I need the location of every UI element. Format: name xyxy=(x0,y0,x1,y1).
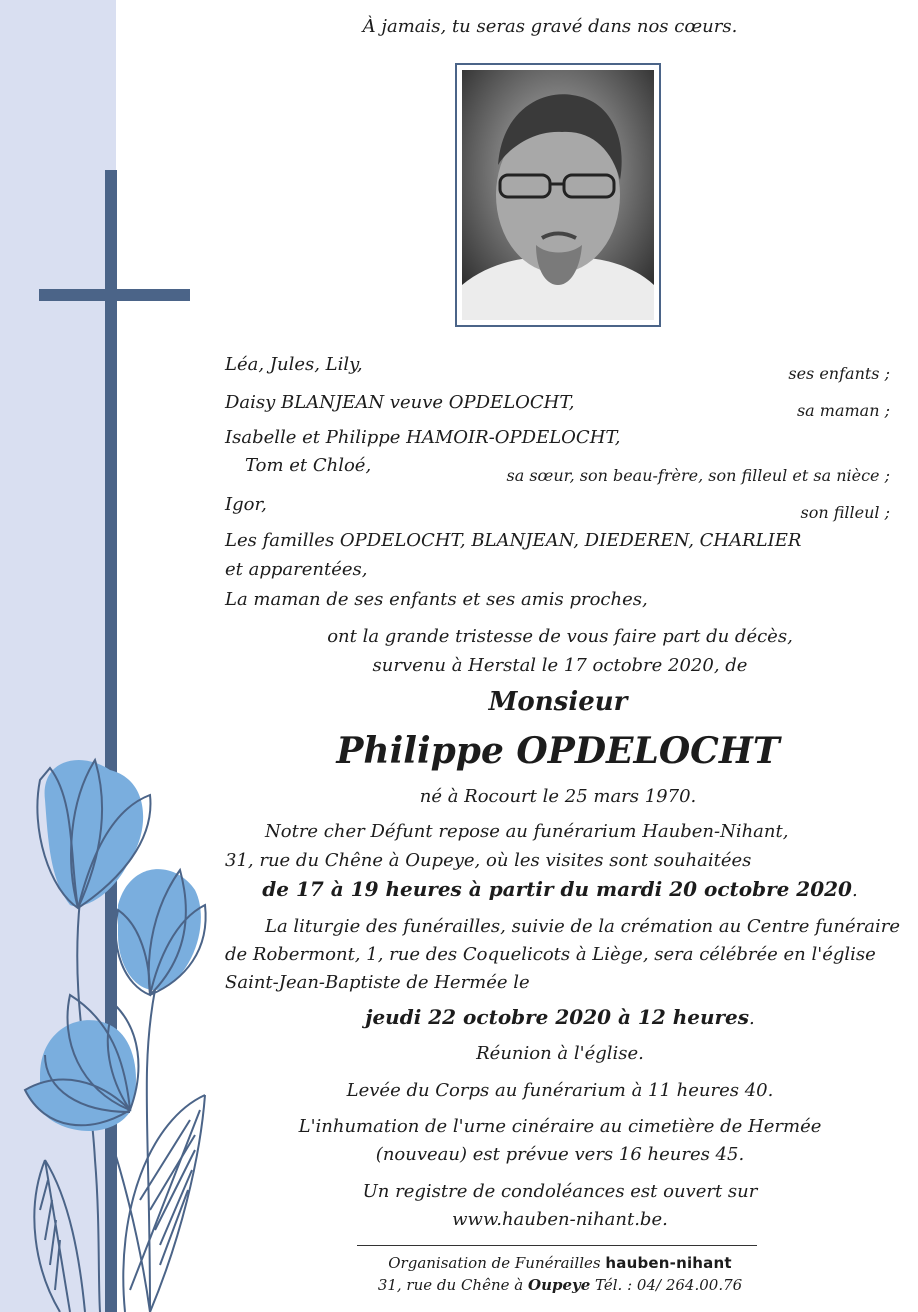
footer-city: Oupeye xyxy=(528,1276,591,1294)
inhumation-line2: (nouveau) est prévue vers 16 heures 45. xyxy=(375,1144,745,1165)
footer-org-line xyxy=(330,1253,790,1273)
footer-address: 31, rue du Chêne à xyxy=(377,1276,524,1294)
liturgy-line1: La liturgie des funérailles, suivie de la crémation au Centre funéraire xyxy=(265,916,900,937)
deceased-title: Monsieur xyxy=(488,687,628,717)
visitation-line1: Notre cher Défunt repose au funérarium Hauben-Nihant, xyxy=(265,821,789,842)
family-friends: La maman de ses enfants et ses amis proches, xyxy=(225,589,648,610)
family-mother-names: Daisy BLANJEAN veuve OPDELOCHT, xyxy=(225,392,575,413)
reunion-text: Réunion à l'église. xyxy=(476,1043,644,1064)
family-children-relation: ses enfants ; xyxy=(788,364,890,383)
portrait-frame xyxy=(455,63,661,327)
brand-logo: hauben-nihant xyxy=(605,1254,732,1272)
family-families-names: Les familles OPDELOCHT, BLANJEAN, DIEDEREN, CHARLIER xyxy=(225,530,802,551)
family-children-names: Léa, Jules, Lily, xyxy=(225,354,363,375)
visitation-hours-line xyxy=(225,878,895,902)
visitation-hours-period: . xyxy=(851,880,858,901)
liturgy-date: jeudi 22 octobre 2020 à 12 heures xyxy=(365,1005,750,1029)
portrait-photo xyxy=(462,70,654,320)
family-mother-relation: sa maman ; xyxy=(796,401,890,420)
deceased-name: Philippe OPDELOCHT xyxy=(336,730,780,772)
visitation-line2: 31, rue du Chêne à Oupeye, où les visites sont souhaitées xyxy=(225,850,752,871)
levee-text: Levée du Corps au funérarium à 11 heures 40. xyxy=(346,1080,774,1101)
liturgy-line2: de Robermont, 1, rue des Coquelicots à Liège, sera célébrée en l'église xyxy=(225,944,876,965)
family-godson-names: Igor, xyxy=(225,494,267,515)
family-sister-relation: sa sœur, son beau-frère, son filleul et sa nièce ; xyxy=(506,466,890,485)
footer-org: Organisation de Funérailles xyxy=(388,1254,601,1272)
announcement-line2: survenu à Herstal le 17 octobre 2020, de xyxy=(372,655,748,676)
registre-link[interactable]: www.hauben-nihant.be. xyxy=(452,1209,668,1230)
footer-phone: Tél. : 04/ 264.00.76 xyxy=(595,1276,743,1294)
family-families-line2: et apparentées, xyxy=(225,559,368,580)
family-sister-children: Tom et Chloé, xyxy=(245,455,372,476)
family-godson-relation: son filleul ; xyxy=(800,503,890,522)
epitaph: À jamais, tu seras gravé dans nos cœurs. xyxy=(362,16,738,37)
liturgy-date-line xyxy=(225,1006,895,1030)
registre-line1: Un registre de condoléances est ouvert sur xyxy=(362,1181,758,1202)
visitation-hours: de 17 à 19 heures à partir du mardi 20 octobre 2020 xyxy=(262,877,852,901)
family-sister-names: Isabelle et Philippe HAMOIR-OPDELOCHT, xyxy=(225,427,621,448)
tulip-flowers-illustration xyxy=(0,740,240,1312)
liturgy-line3: Saint-Jean-Baptiste de Hermée le xyxy=(225,972,530,993)
deceased-birth: né à Rocourt le 25 mars 1970. xyxy=(419,786,697,807)
announcement-line1: ont la grande tristesse de vous faire part du décès, xyxy=(327,626,793,647)
inhumation-line1: L'inhumation de l'urne cinéraire au cimetière de Hermée xyxy=(298,1116,822,1137)
cross-horizontal-bar xyxy=(39,289,190,301)
footer-divider xyxy=(357,1245,757,1246)
liturgy-date-period: . xyxy=(749,1008,755,1029)
footer-address-line xyxy=(330,1275,790,1295)
